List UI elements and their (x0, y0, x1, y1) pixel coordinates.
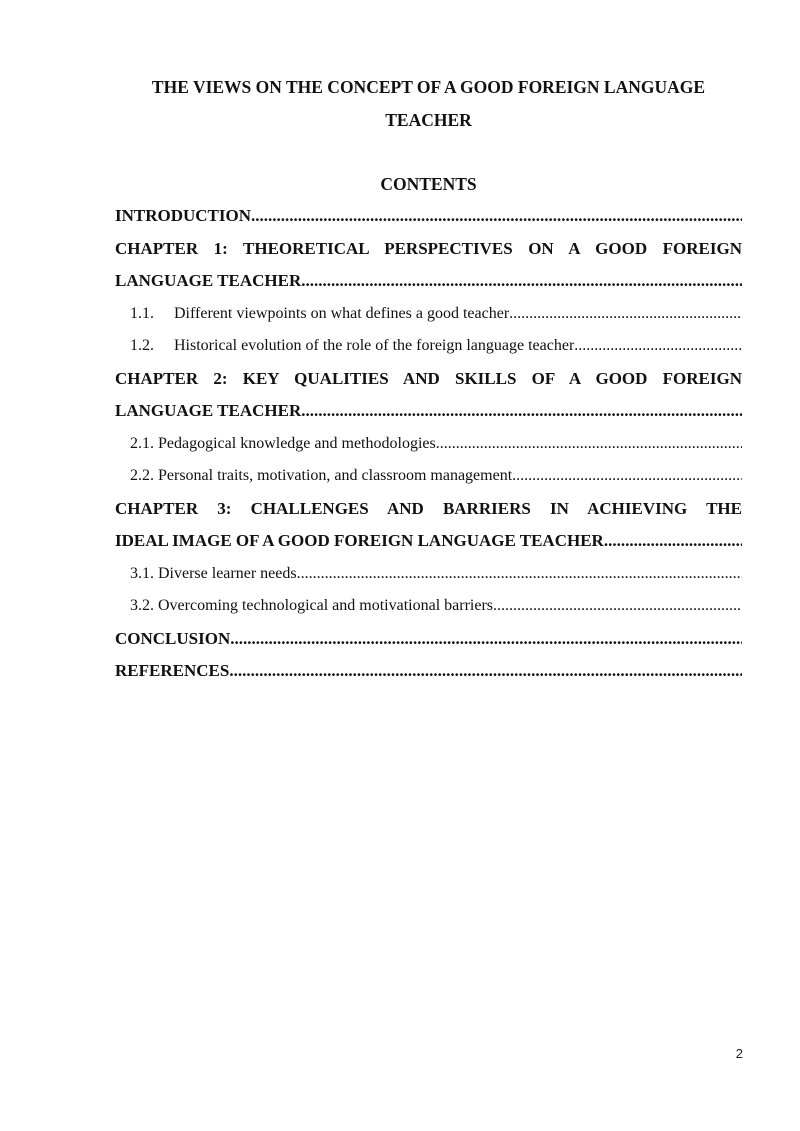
toc-entry-section-2-2[interactable] (115, 460, 742, 493)
dot-leader (229, 655, 742, 688)
dot-leader (436, 428, 742, 461)
toc-entry-label: REFERENCES (115, 661, 230, 680)
document-title-line-1: THE VIEWS ON THE CONCEPT OF A GOOD FOREIGN LANGUAGE (151, 77, 706, 97)
toc-entry-label: INTRODUCTION (115, 206, 252, 225)
dot-leader (512, 460, 742, 493)
document-title (115, 71, 742, 136)
dot-leader (604, 525, 742, 558)
dot-leader (574, 330, 742, 363)
toc-entry-section-1-1[interactable] (115, 298, 742, 331)
toc-entry-label: 3.2. Overcoming technological and motivational barriers (130, 597, 493, 614)
section-number: 1.2. (130, 337, 154, 354)
section-number: 1.1. (130, 304, 154, 322)
dot-leader (493, 590, 742, 623)
page-number: 2 (735, 1046, 743, 1061)
dot-leader (509, 298, 742, 331)
toc-entry-introduction[interactable] (115, 200, 742, 233)
toc-entry-label: 2.2. Personal traits, motivation, and classroom management (130, 467, 513, 484)
dot-leader (301, 395, 742, 428)
document-title-line-2: TEACHER (385, 109, 472, 130)
toc-entry-chapter-2[interactable] (115, 363, 742, 428)
dot-leader (230, 623, 742, 656)
toc-entry-chapter-3[interactable] (115, 493, 742, 558)
dot-leader (251, 200, 742, 233)
dot-leader (301, 265, 742, 298)
toc-entry-label-line-1: CHAPTER 1: THEORETICAL PERSPECTIVES ON A GOOD FOREIGN (115, 238, 742, 258)
toc-entry-label: Different viewpoints on what defines a good teacher (174, 304, 510, 322)
toc-entry-label: CONCLUSION (115, 628, 231, 648)
toc-entry-label-line-2: LANGUAGE TEACHER (115, 271, 302, 290)
toc-entry-chapter-1[interactable] (115, 233, 742, 298)
toc-entry-label-line-2: IDEAL IMAGE OF A GOOD FOREIGN LANGUAGE TEACHER (115, 531, 604, 550)
table-of-contents (115, 200, 742, 688)
toc-entry-references[interactable] (115, 655, 742, 688)
toc-entry-label: Historical evolution of the role of the foreign language teacher (174, 337, 575, 354)
toc-entry-label-line-1: CHAPTER 2: KEY QUALITIES AND SKILLS OF A GOOD FOREIGN (115, 368, 742, 388)
toc-entry-section-2-1[interactable] (115, 428, 742, 461)
toc-entry-label-line-2: LANGUAGE TEACHER (115, 401, 302, 420)
toc-entry-conclusion[interactable] (115, 623, 742, 656)
toc-entry-label: 3.1. Diverse learner needs (130, 564, 297, 582)
contents-heading: CONTENTS (380, 174, 477, 194)
toc-entry-section-3-1[interactable] (115, 558, 742, 591)
toc-entry-section-1-2[interactable] (115, 330, 742, 363)
toc-entry-label: 2.1. Pedagogical knowledge and methodologies (130, 434, 436, 452)
toc-entry-label-line-1: CHAPTER 3: CHALLENGES AND BARRIERS IN ACHIEVING THE (115, 498, 742, 518)
toc-entry-section-3-2[interactable] (115, 590, 742, 623)
dot-leader (297, 558, 742, 591)
